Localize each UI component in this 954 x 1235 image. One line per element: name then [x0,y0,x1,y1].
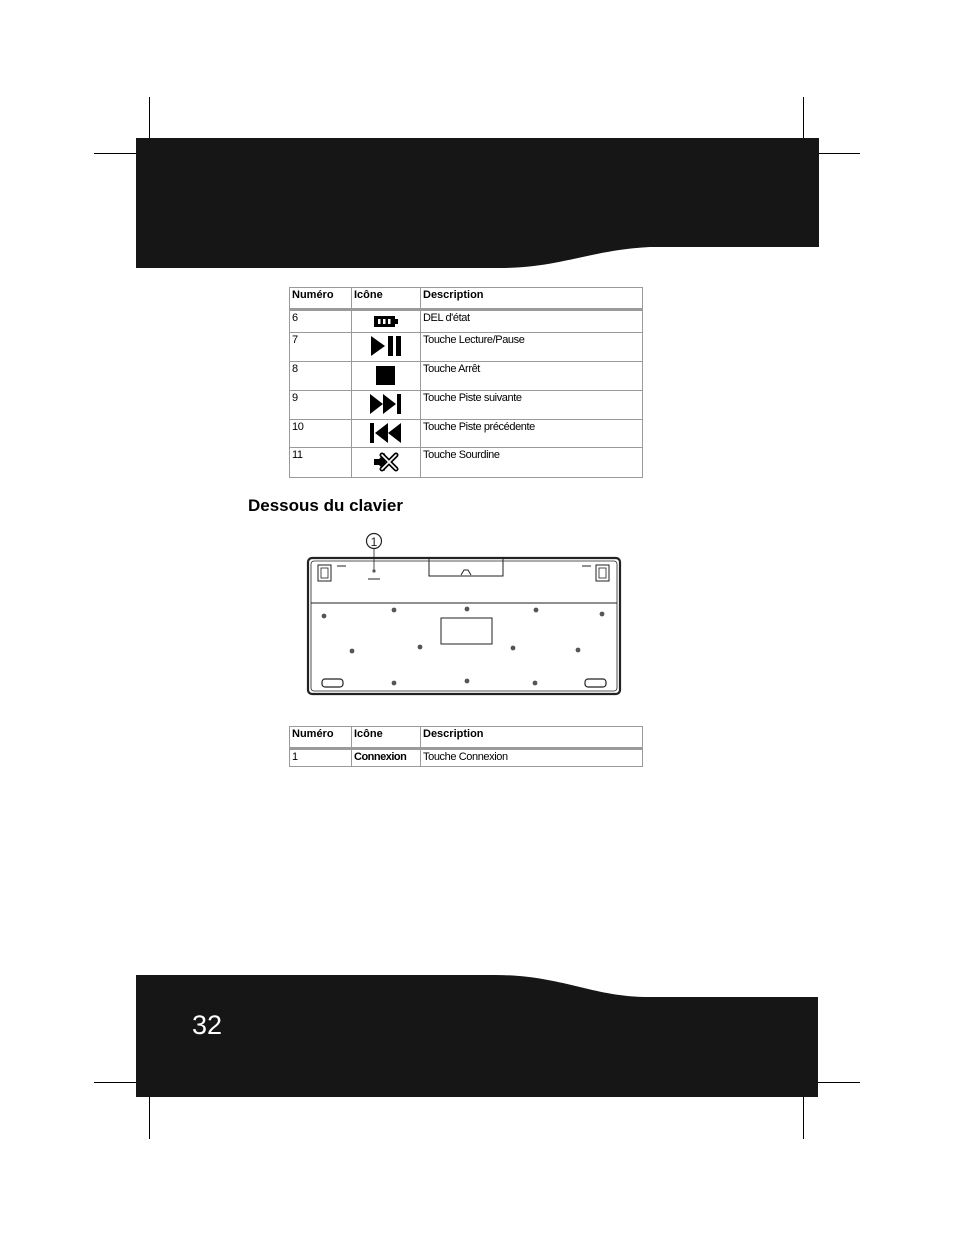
footer-band [136,975,818,1097]
table-row [290,391,643,420]
row-number: 8 [290,362,352,391]
row-description: Touche Piste précédente [421,420,643,448]
next-track-icon [369,393,403,415]
icon-table-top [289,287,643,478]
page-number: 32 [192,1010,223,1040]
row-description: Touche Lecture/Pause [421,333,643,362]
row-description: Touche Arrêt [421,362,643,391]
header-numero: Numéro [290,288,352,310]
battery-led-icon [373,313,399,329]
icon-cell [352,391,421,420]
header-description: Description [421,288,643,310]
table-row [290,310,643,333]
table-row [290,420,643,448]
icon-cell [352,333,421,362]
play-pause-icon [370,335,402,357]
mute-icon [372,450,400,474]
icon-cell [352,362,421,391]
header-description: Description [421,727,643,749]
header-numero: Numéro [290,727,352,749]
row-number: 1 [290,749,352,767]
icon-table-bottom [289,726,643,767]
section-title: Dessous du clavier [248,496,403,515]
row-number: 11 [290,448,352,478]
icon-cell [352,448,421,478]
row-number: 6 [290,310,352,333]
previous-track-icon [369,422,403,444]
callout-number: 1 [370,535,378,549]
header-icone: Icône [352,727,421,749]
row-description: Touche Piste suivante [421,391,643,420]
icon-cell [352,420,421,448]
icon-cell [352,310,421,333]
stop-icon [375,364,397,386]
header-icone: Icône [352,288,421,310]
table-row [290,333,643,362]
connexion-key-label: Connexion [352,749,421,767]
table-row [290,448,643,478]
row-number: 10 [290,420,352,448]
row-number: 9 [290,391,352,420]
row-description: Touche Sourdine [421,448,643,478]
table-row [290,362,643,391]
row-description: Touche Connexion [421,749,643,767]
table-row [290,749,643,767]
keyboard-underside-diagram [300,528,630,698]
row-number: 7 [290,333,352,362]
row-description: DEL d'état [421,310,643,333]
header-band [136,138,819,268]
